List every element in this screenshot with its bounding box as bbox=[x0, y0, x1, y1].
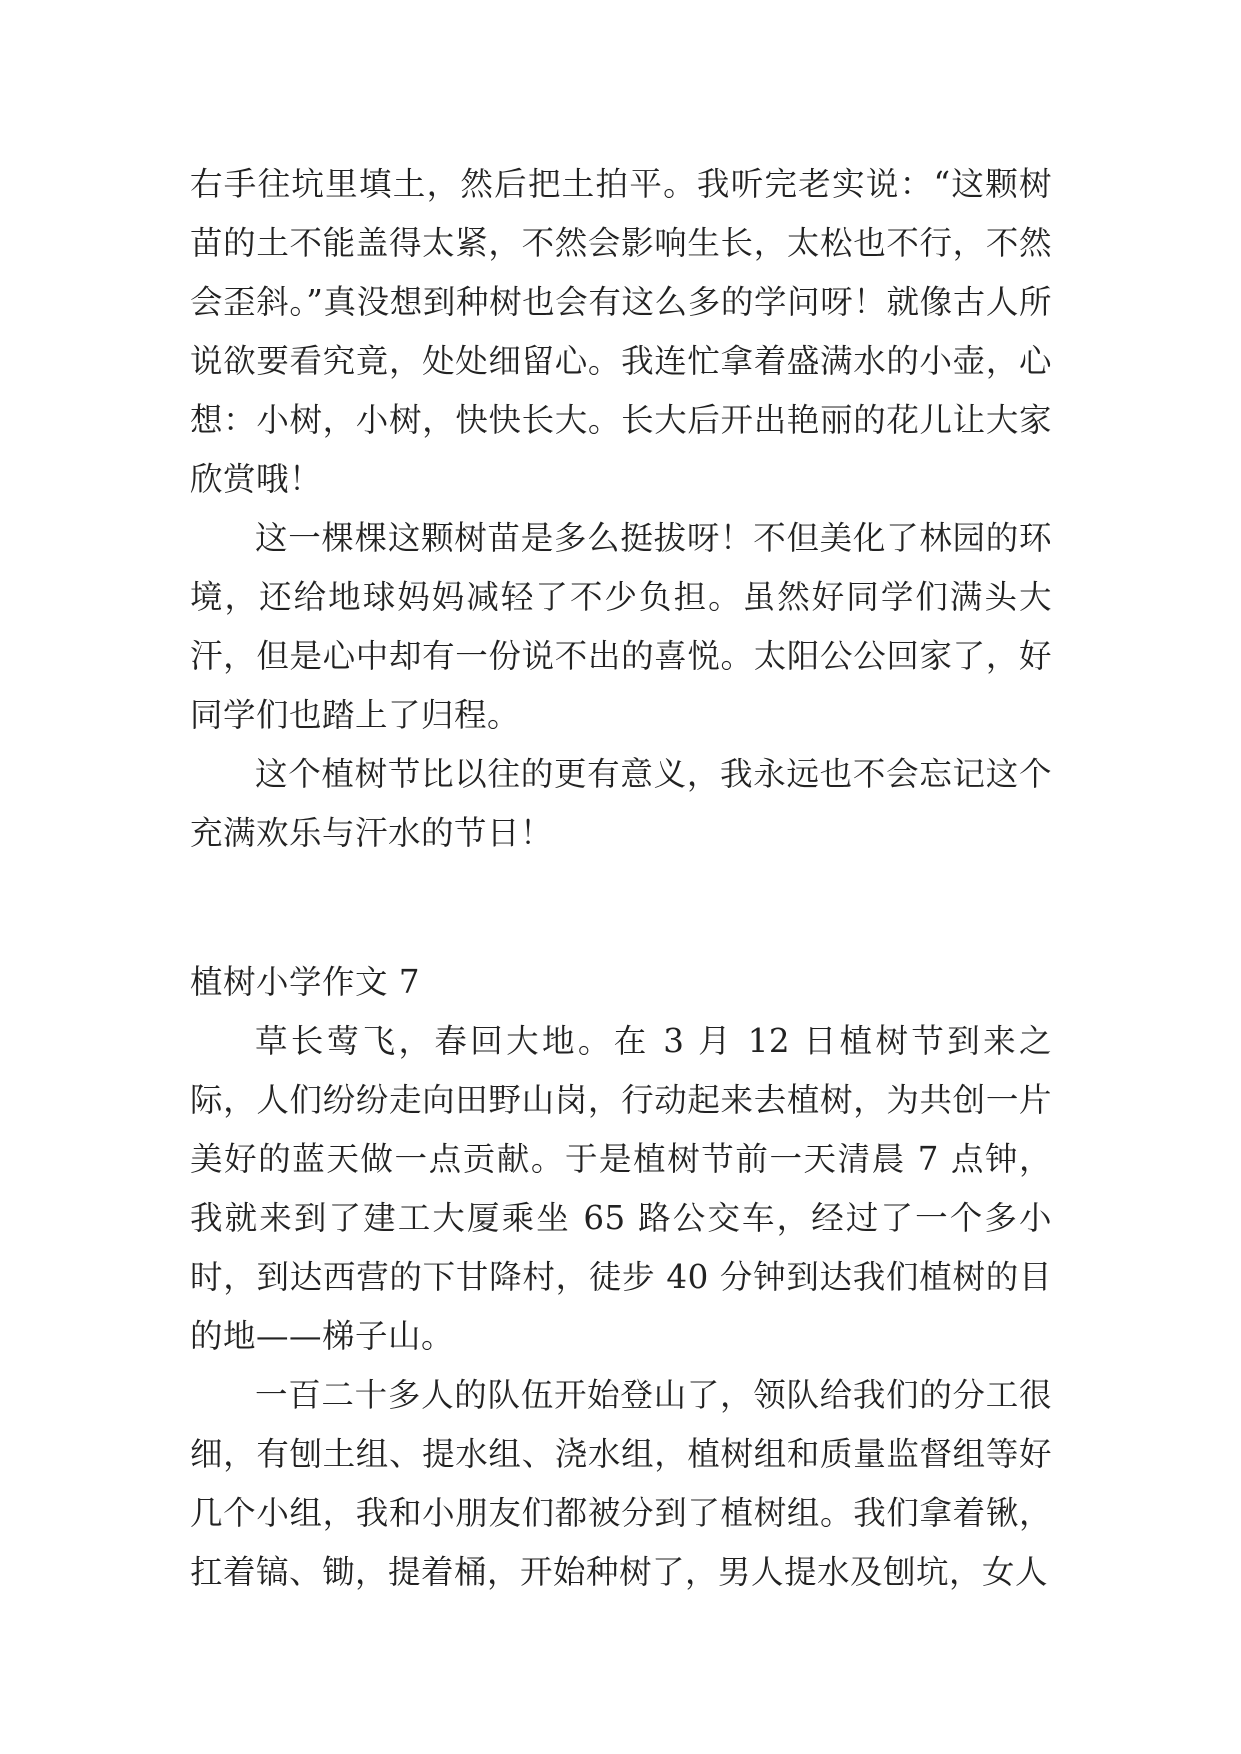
paragraph: 草长莺飞，春回大地。在 3 月 12 日植树节到来之际，人们纷纷走向田野山岗，行动起来去植树，为共创一片美好的蓝天做一点贡献。于是植树节前一天清晨 7 点钟，我就来到了建工大厦乘坐 65 路公交车，经过了一个多小时，到达西营的下甘降村，徒步 40 分钟到达我们植树的目的地——梯子山。 bbox=[190, 1022, 1052, 1355]
paragraph-continued: 右手往坑里填土，然后把土拍平。我听完老实说：“这颗树苗的土不能盖得太紧，不然会影响生长，太松也不行，不然会歪斜。”真没想到种树也会有这么多的学问呀！就像古人所说欲要看究竟，处处细留心。我连忙拿着盛满水的小壶，心想：小树，小树，快快长大。长大后开出艳丽的花儿让大家欣赏哦！ bbox=[190, 165, 1052, 498]
section-spacer bbox=[190, 863, 1052, 953]
document-body bbox=[190, 155, 1052, 1602]
section-title: 植树小学作文 7 bbox=[190, 963, 421, 1001]
paragraph: 一百二十多人的队伍开始登山了，领队给我们的分工很细，有刨土组、提水组、浇水组，植树组和质量监督组等好几个小组，我和小朋友们都被分到了植树组。我们拿着锹，扛着镐、锄，提着桶，开始种树了，男人提水及刨坑，女人 bbox=[190, 1376, 1052, 1591]
paragraph: 这个植树节比以往的更有意义，我永远也不会忘记这个充满欢乐与汗水的节日！ bbox=[190, 755, 1052, 852]
paragraph: 这一棵棵这颗树苗是多么挺拔呀！不但美化了林园的环境，还给地球妈妈减轻了不少负担。虽然好同学们满头大汗，但是心中却有一份说不出的喜悦。太阳公公回家了，好同学们也踏上了归程。 bbox=[190, 519, 1052, 734]
